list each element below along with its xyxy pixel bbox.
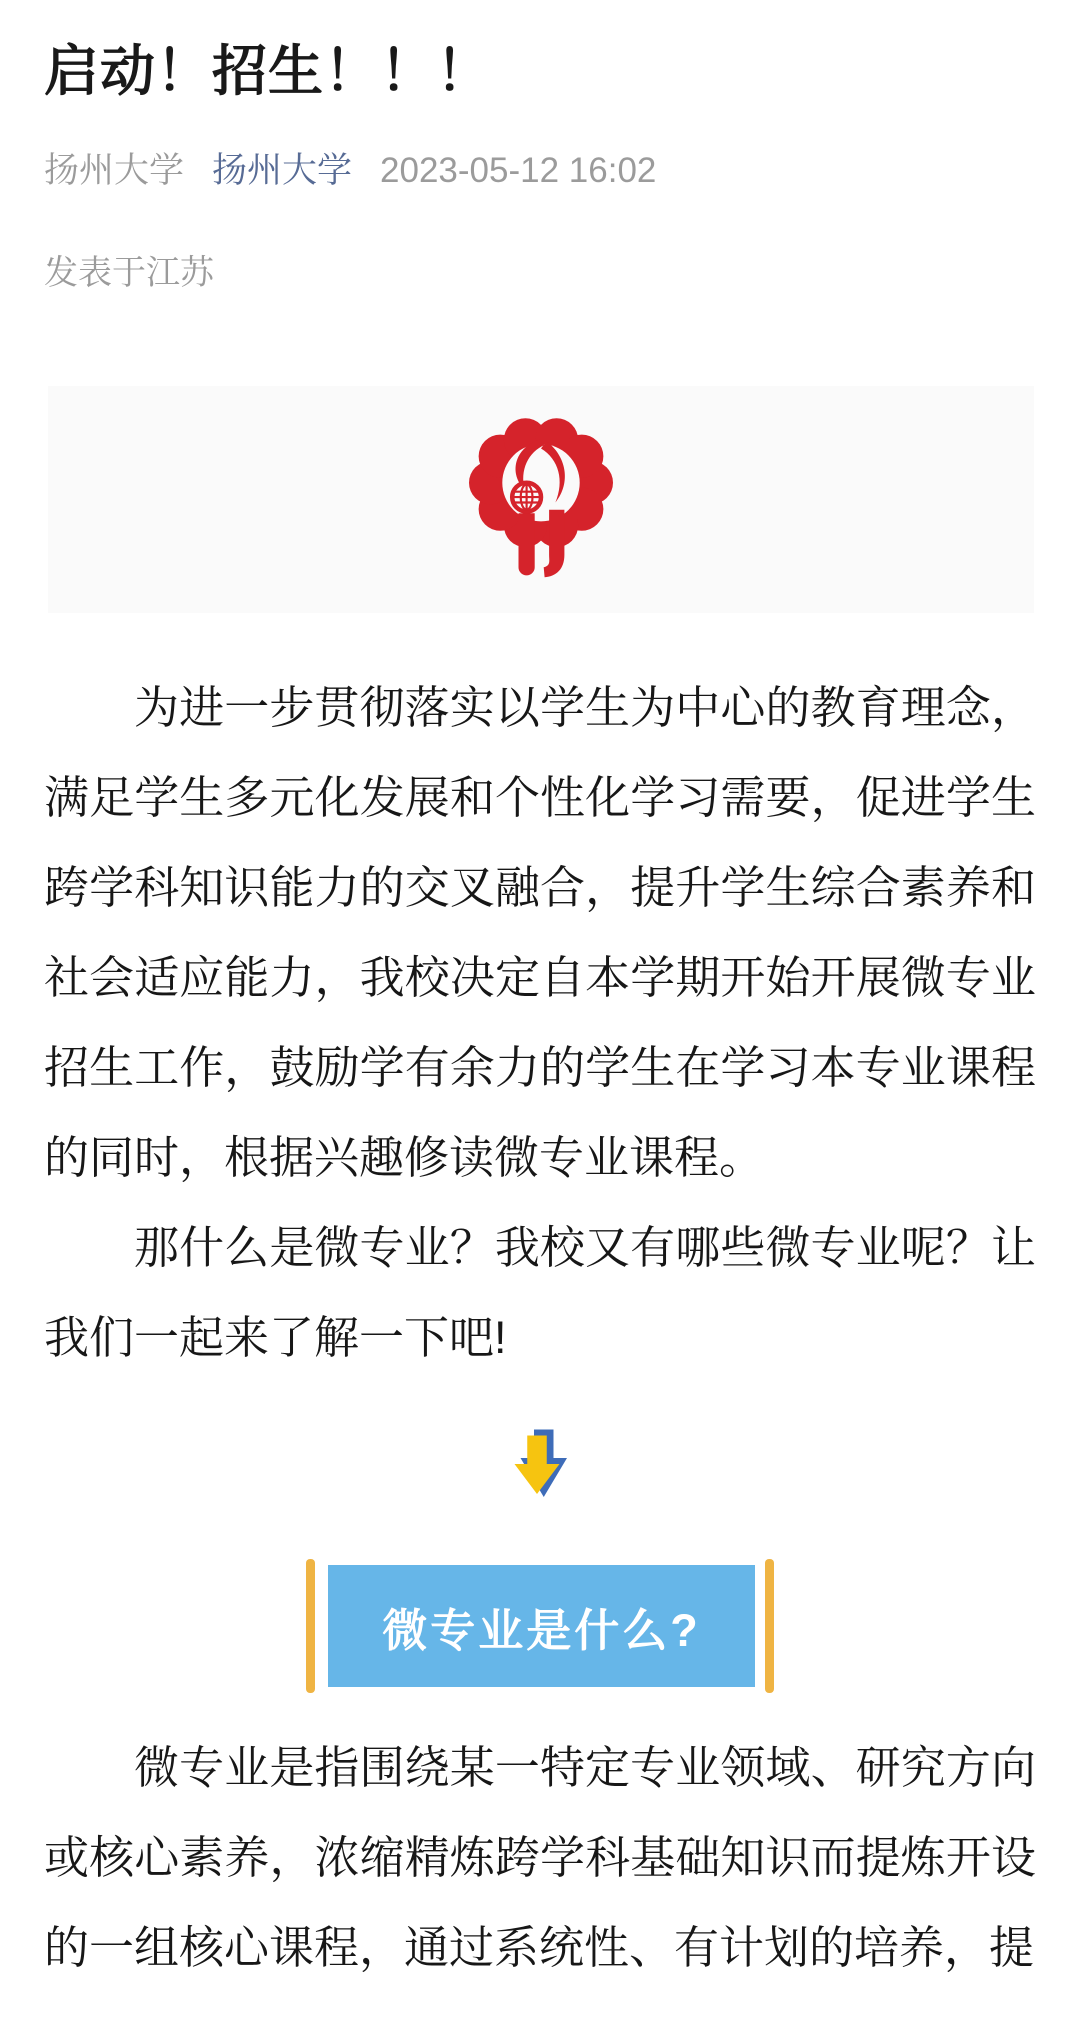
article-title: 启动！招生！！！ [44,40,493,102]
publish-location: 发表于江苏 [44,254,214,292]
paragraph: 微专业是指围绕某一特定专业领域、研究方向或核心素养，浓缩精炼跨学科基础知识而提炼开设的一组核心课程，通过系统性、有计划的培养，提 [44,1742,1036,1973]
byline [44,148,1036,194]
paragraph: 那什么是微专业？我校又有哪些微专业呢？让我们一起来了解一下吧! [44,1222,1036,1363]
paragraph: 为进一步贯彻落实以学生为中心的教育理念，满足学生多元化发展和个性化学习需要，促进学生跨学科知识能力的交叉融合，提升学生综合素养和社会适应能力，我校决定自本学期开始开展微专业招生工作，鼓励学有余力的学生在学习本专业课程的同时，根据兴趣修读微专业课程。 [44,682,1036,1183]
section-heading-banner [0,1559,1080,1693]
section-heading-box [328,1565,755,1687]
down-arrow-icon [504,1425,576,1503]
down-arrow-row [0,1425,1080,1503]
left-accent-bar [306,1559,315,1693]
publish-timestamp: 2023-05-12 16:02 [380,151,657,190]
article-page [0,36,1080,1993]
yangzhou-university-emblem-icon [460,414,622,600]
account-id: 扬州大学 [44,151,185,190]
hero-image[interactable] [48,386,1034,613]
account-name-link[interactable]: 扬州大学 [212,151,353,190]
right-accent-bar [765,1559,774,1693]
section-heading: 微专业是什么? [382,1604,701,1656]
